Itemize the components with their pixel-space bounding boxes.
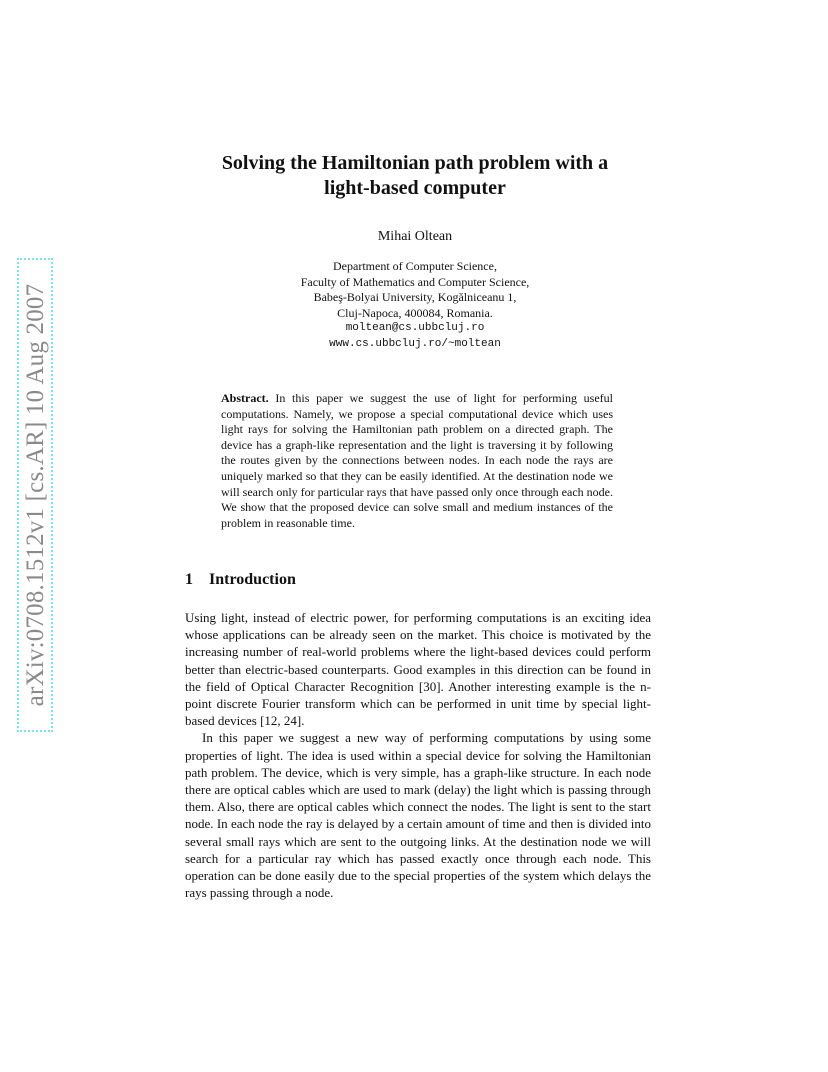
author-email[interactable]: moltean@cs.ubbcluj.ro: [345, 322, 485, 335]
paragraph-1: Using light, instead of electric power, for performing computations is an exciting idea whose applications can be already seen on the market. This choice is motivated by the increasing number of real-world problems where the light-based devices could perform better than electric-based counterparts. Good examples in this direction can be found in the field of Optical Character Recognition [30]. Another interesting example is the n-point discrete Fourier transform which can be performed in unit time by special light-based devices [12, 24].: [185, 610, 651, 729]
title-line-1: Solving the Hamiltonian path problem with a: [221, 152, 609, 174]
paragraph-2: In this paper we suggest a new way of performing computations by using some properties of light. The idea is used within a special device for solving the Hamiltonian path problem. The device, which is very simple, has a graph-like structure. In each node there are optical cables which are used to mark (delay) the light which is passing through them. Also, there are optical cables which connect the nodes. The light is sent to the start node. In each node the ray is delayed by a certain amount of time and then is divided into several small rays which are sent to the outgoing links. At the destination node we will search for a particular ray which has passed exactly once through each node. This operation can be done easily due to the special properties of the system which delays the rays passing through a node.: [185, 730, 651, 901]
abstract-text: In this paper we suggest the use of light for performing useful computations. Namely, we propose a special computational device which uses light rays for solving the Hamiltonian path problem on a directed graph. The device has a graph-like representation and the light is traversing it by following the routes given by the connections between nodes. In each node the rays are uniquely marked so that they can be easily identified. At the destination node we will search only for particular rays that have passed only once through each node. We show that the proposed device can solve small and medium instances of the problem in reasonable time.: [221, 391, 613, 530]
affiliation-block: [150, 259, 680, 353]
section-heading: [185, 571, 296, 589]
title-line-2: light-based computer: [324, 177, 506, 199]
section-title: Introduction: [209, 571, 296, 588]
arxiv-stamp-label: arXiv:0708.1512v1 [cs.AR] 10 Aug 2007: [22, 283, 49, 707]
author-name: Mihai Oltean: [377, 229, 453, 244]
paper-title: [150, 151, 680, 201]
affiliation-city: Cluj-Napoca, 400084, Romania.: [337, 305, 493, 320]
section-number: 1: [185, 571, 193, 588]
affiliation-department: Department of Computer Science,: [333, 259, 497, 273]
affiliation-faculty: Faculty of Mathematics and Computer Science,: [300, 274, 530, 289]
affiliation-university: Babeş-Bolyai University, Kogălniceanu 1,: [313, 290, 517, 305]
abstract-label: Abstract.: [221, 391, 269, 405]
abstract: [221, 391, 613, 531]
body-text: [185, 609, 651, 901]
author-homepage[interactable]: www.cs.ubbcluj.ro/~moltean: [329, 337, 501, 350]
